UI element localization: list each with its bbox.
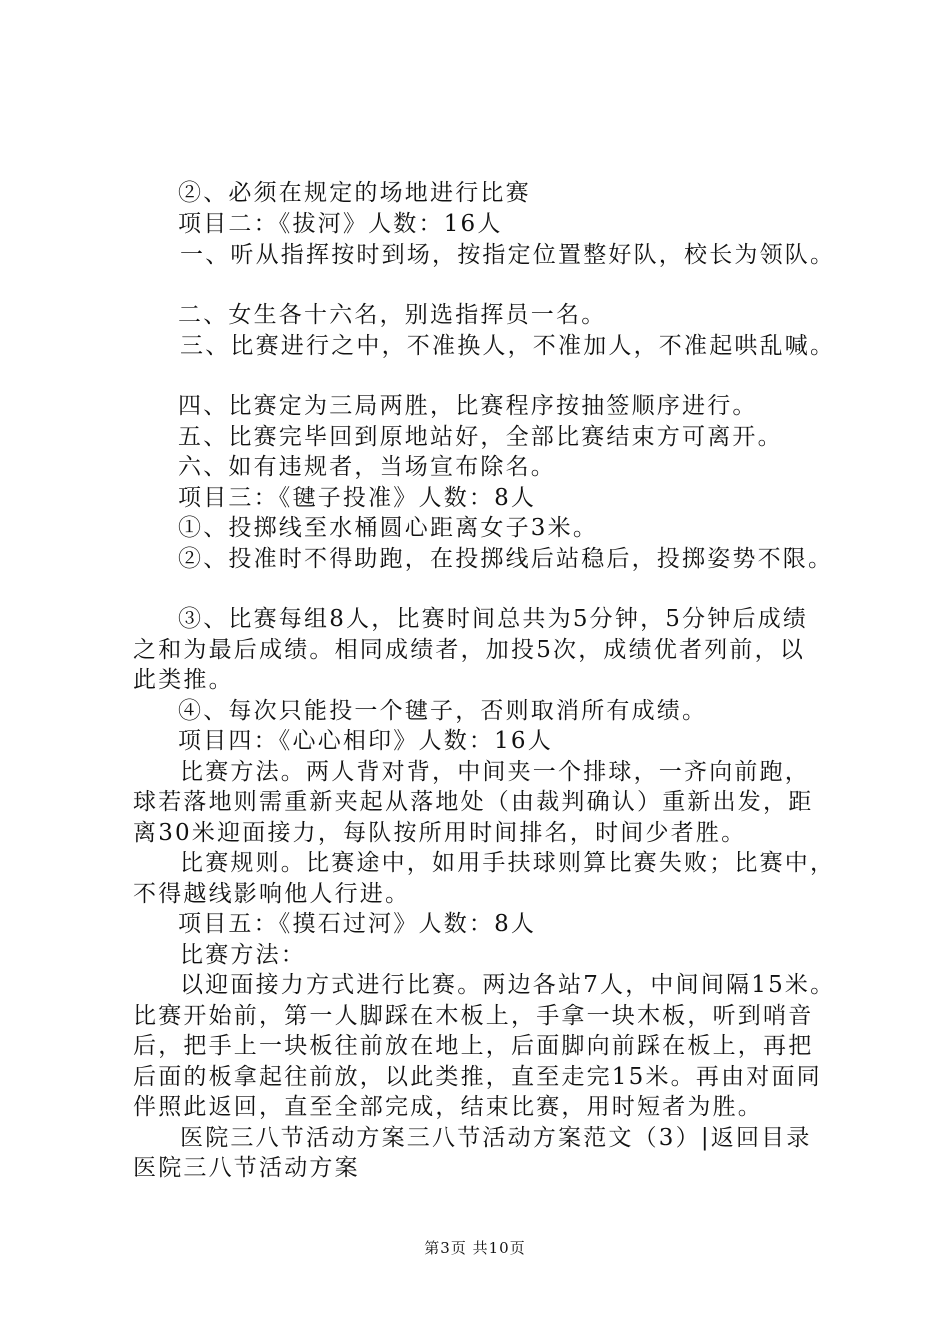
text-line: 四、比赛定为三局两胜，比赛程序按抽签顺序进行。 [178, 393, 758, 419]
text-line: ④、每次只能投一个毽子，否则取消所有成绩。 [178, 698, 708, 724]
text-line: 五、比赛完毕回到原地站好，全部比赛结束方可离开。 [178, 424, 783, 450]
text-line: 不得越线影响他人行进。 [133, 881, 411, 907]
text-line: 离30米迎面接力，每队按所用时间排名，时间少者胜。 [133, 820, 747, 846]
text-line: 一、听从指挥按时到场，按指定位置整好队，校长为领队。 [180, 242, 836, 268]
section-heading: 项目四：《心心相印》人数：16人 [178, 728, 553, 754]
text-line: ③、比赛每组8人，比赛时间总共为5分钟，5分钟后成绩 [178, 606, 809, 632]
text-line: 比赛方法： [180, 942, 306, 968]
text-line: 比赛规则。比赛途中，如用手扶球则算比赛失败；比赛中， [180, 850, 836, 876]
text-line: 球若落地则需重新夹起从落地处（由裁判确认）重新出发，距 [133, 789, 814, 815]
section-heading: 项目五：《摸石过河》人数：8人 [178, 911, 537, 937]
toc-link[interactable]: 医院三八节活动方案三八节活动方案范文（3）|返回目录 [180, 1125, 812, 1151]
text-line: 比赛方法。两人背对背，中间夹一个排球，一齐向前跑， [180, 759, 810, 785]
text-line: 以迎面接力方式进行比赛。两边各站7人，中间间隔15米。 [180, 972, 836, 998]
text-line: 医院三八节活动方案 [133, 1155, 360, 1181]
text-line: ①、投掷线至水桶圆心距离女子3米。 [178, 515, 599, 541]
text-line: 伴照此返回，直至全部完成，结束比赛，用时短者为胜。 [133, 1094, 763, 1120]
text-line: 三、比赛进行之中，不准换人，不准加人，不准起哄乱喊。 [180, 333, 836, 359]
text-line: 六、如有违规者，当场宣布除名。 [178, 454, 556, 480]
text-line: ②、必须在规定的场地进行比赛 [178, 180, 531, 206]
section-heading: 项目二：《拔河》人数：16人 [178, 211, 503, 237]
section-heading: 项目三：《毽子投准》人数：8人 [178, 485, 537, 511]
text-line: 二、女生各十六名，别选指挥员一名。 [178, 302, 607, 328]
text-line: 后，把手上一块板往前放在地上，后面脚向前踩在板上，再把 [133, 1033, 814, 1059]
text-line: 比赛开始前，第一人脚踩在木板上，手拿一块木板，听到哨音 [133, 1003, 814, 1029]
text-line: 之和为最后成绩。相同成绩者，加投5次，成绩优者列前，以 [133, 637, 806, 663]
text-line: 此类推。 [133, 667, 234, 693]
page-number: 第3页 共10页 [424, 1239, 526, 1257]
text-line: ②、投准时不得助跑，在投掷线后站稳后，投掷姿势不限。 [178, 546, 834, 572]
text-line: 后面的板拿起往前放，以此类推，直至走完15米。再由对面同 [133, 1064, 822, 1090]
